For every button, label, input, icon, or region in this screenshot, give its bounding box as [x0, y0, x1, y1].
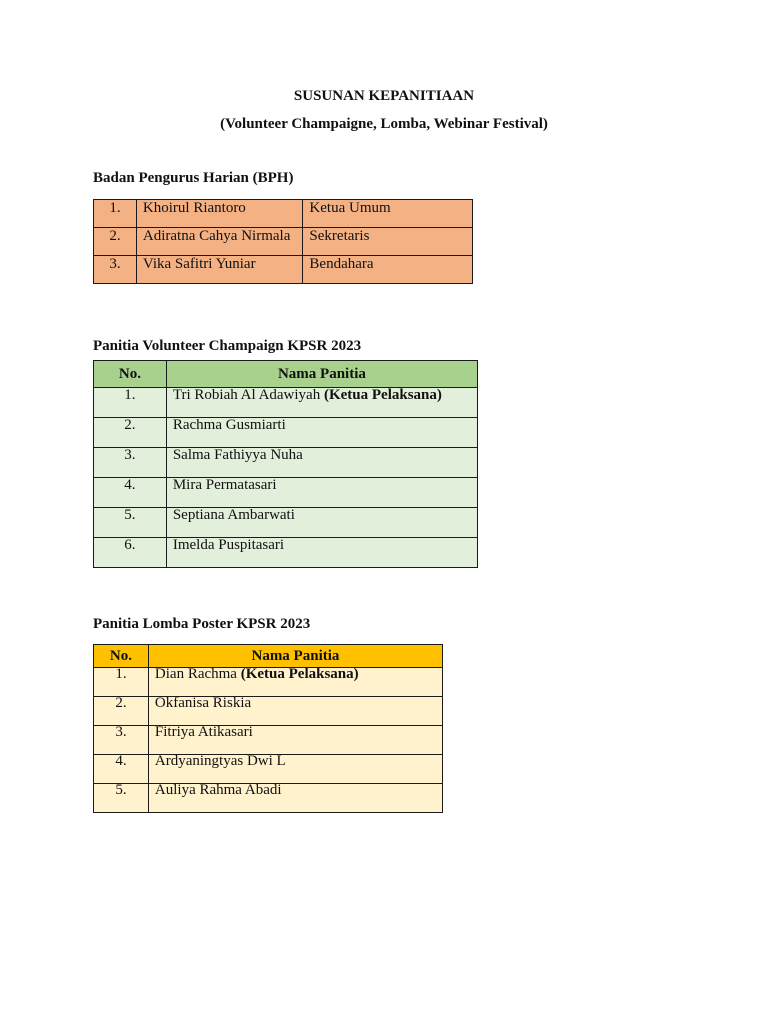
column-header-name: Nama Panitia [166, 361, 477, 388]
member-note: (Ketua Pelaksana) [240, 666, 359, 682]
table-row [94, 448, 478, 478]
row-number: 5. [94, 508, 167, 538]
row-number: 4. [94, 755, 149, 784]
table-row [94, 388, 478, 418]
table-row [94, 538, 478, 568]
member-name: Imelda Puspitasari [166, 538, 477, 568]
column-header-no: No. [94, 361, 167, 388]
member-name: Khoirul Riantoro [136, 200, 303, 228]
column-header-name: Nama Panitia [148, 645, 442, 668]
member-name: Rachma Gusmiarti [166, 418, 477, 448]
row-number: 1. [94, 388, 167, 418]
table-row [94, 784, 443, 813]
member-name: Ardyaningtyas Dwi L [148, 755, 442, 784]
table-row [94, 755, 443, 784]
volunteer-table [93, 360, 478, 568]
table-row [94, 478, 478, 508]
member-name: Salma Fathiyya Nuha [166, 448, 477, 478]
page-title: SUSUNAN KEPANITIAAN [293, 88, 475, 104]
table-row [94, 668, 443, 697]
member-role: Bendahara [303, 256, 473, 284]
member-name: Mira Permatasari [166, 478, 477, 508]
row-number: 3. [94, 448, 167, 478]
row-number: 3. [94, 726, 149, 755]
table-row [94, 726, 443, 755]
table-row [94, 418, 478, 448]
column-header-no: No. [94, 645, 149, 668]
bph-heading: Badan Pengurus Harian (BPH) [93, 170, 294, 186]
bph-table [93, 199, 473, 284]
table-header-row [94, 645, 443, 668]
member-name: Septiana Ambarwati [166, 508, 477, 538]
row-number: 6. [94, 538, 167, 568]
volunteer-heading: Panitia Volunteer Champaign KPSR 2023 [93, 338, 362, 354]
member-name: Vika Safitri Yuniar [136, 256, 303, 284]
member-name: Fitriya Atikasari [148, 726, 442, 755]
lomba-heading: Panitia Lomba Poster KPSR 2023 [93, 616, 311, 632]
table-row [94, 697, 443, 726]
member-role: Ketua Umum [303, 200, 473, 228]
row-number: 3. [94, 256, 137, 284]
row-number: 1. [94, 200, 137, 228]
member-note: (Ketua Pelaksana) [323, 387, 442, 403]
table-row [94, 200, 473, 228]
table-row [94, 508, 478, 538]
page-subtitle: (Volunteer Champaigne, Lomba, Webinar Festival) [220, 116, 548, 132]
row-number: 5. [94, 784, 149, 813]
row-number: 4. [94, 478, 167, 508]
row-number: 1. [94, 668, 149, 697]
member-cell [148, 668, 442, 697]
member-name: Tri Robiah Al Adawiyah [172, 387, 321, 403]
lomba-table [93, 644, 443, 813]
member-name: Okfanisa Riskia [148, 697, 442, 726]
member-name: Auliya Rahma Abadi [148, 784, 442, 813]
table-row [94, 228, 473, 256]
row-number: 2. [94, 228, 137, 256]
row-number: 2. [94, 418, 167, 448]
member-role: Sekretaris [303, 228, 473, 256]
table-header-row [94, 361, 478, 388]
member-name: Adiratna Cahya Nirmala [136, 228, 303, 256]
member-name: Dian Rachma [154, 666, 237, 682]
member-cell [166, 388, 477, 418]
row-number: 2. [94, 697, 149, 726]
table-row [94, 256, 473, 284]
